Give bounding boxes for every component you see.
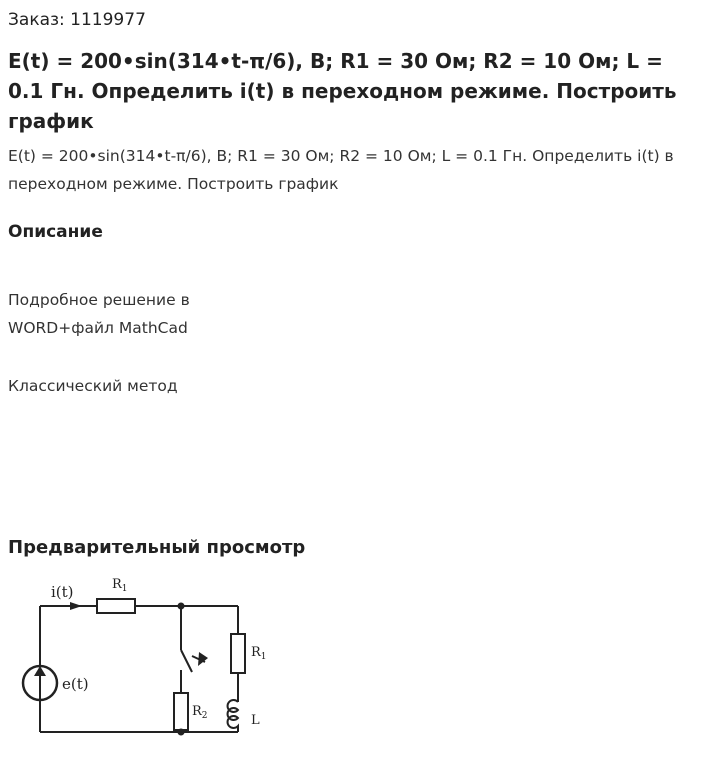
r2-letter: R [192,704,202,719]
r1-top-letter: R [112,577,122,592]
switch-icon [181,650,208,672]
voltage-source-icon [23,666,57,700]
circuit-diagram [0,570,701,775]
r1-top-subscript: 1 [121,584,128,594]
preview-heading: Предварительный просмотр [8,537,306,558]
junction-dot-top [178,603,185,610]
current-arrow-icon [70,602,82,610]
r1-right-label [251,645,267,662]
order-number: Заказ: 1119977 [8,10,146,30]
description-line-2: WORD+файл MathCad [8,319,188,337]
circuit-wires [40,606,238,732]
task-description: E(t) = 200•sin(314•t-π/6), В; R1 = 30 Ом; R2 = 10 Ом; L = 0.1 Гн. Определить i(t) в переходном режиме. Построить график [8,147,674,193]
inductor-coil-icon [228,700,238,732]
resistor-r1-right [231,634,245,673]
page-content [8,8,693,400]
r2-label [192,704,208,721]
inductor-label: L [251,713,260,728]
r1-right-subscript: 1 [260,652,267,662]
r1-top-label [112,577,128,594]
description-heading: Описание [8,222,103,242]
description-line-1: Подробное решение в [8,291,190,309]
current-label: i(t) [51,583,74,601]
r1-right-letter: R [251,645,261,660]
description-paragraph-1 [8,286,693,342]
r2-subscript: 2 [201,711,208,721]
junction-dot-bottom [178,729,185,736]
resistor-r1-top [97,599,135,613]
resistor-r2 [174,693,188,730]
page-title: E(t) = 200•sin(314•t-π/6), В; R1 = 30 Ом; R2 = 10 Ом; L = 0.1 Гн. Определить i(t) в переходном режиме. Построить график [8,49,677,133]
description-paragraph-2: Классический метод [8,377,178,395]
source-label: e(t) [62,675,89,693]
